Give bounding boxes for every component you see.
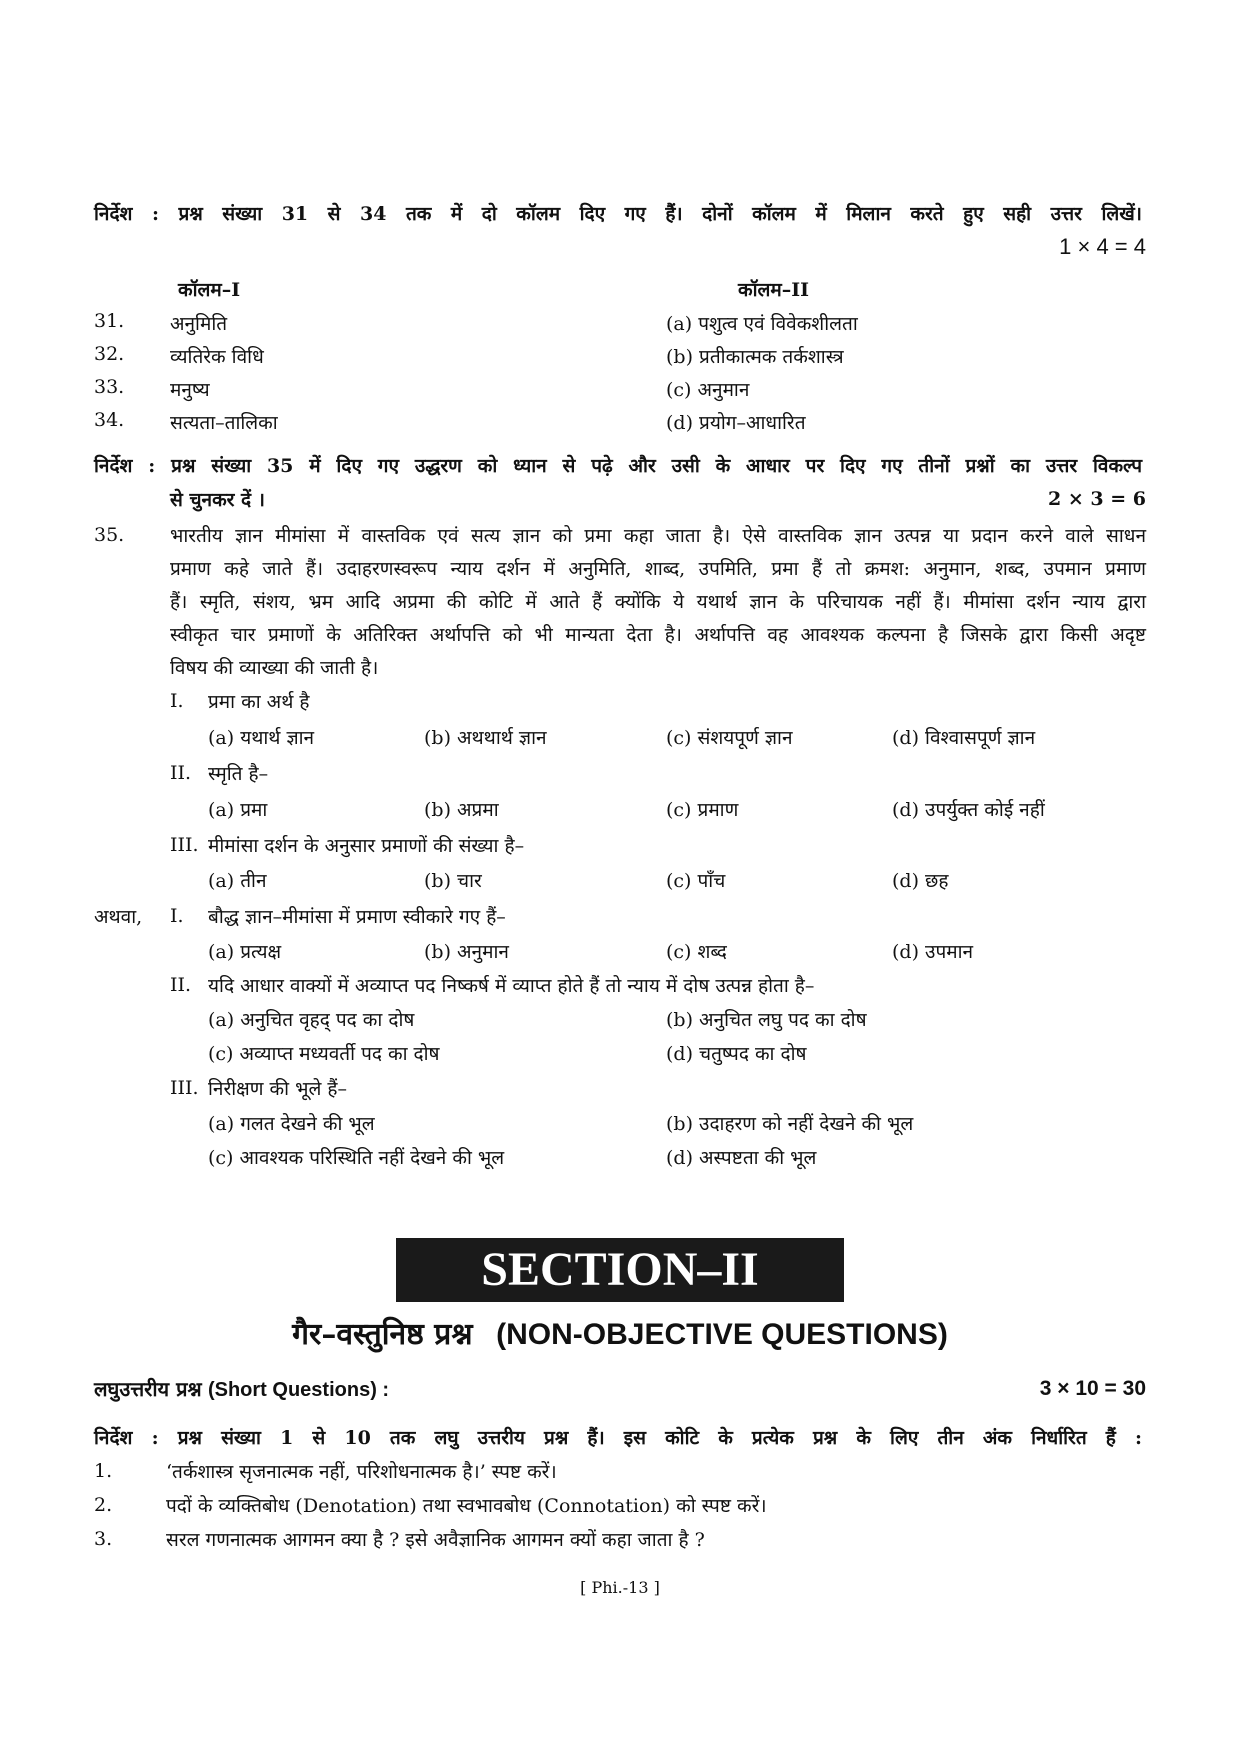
option: (d) विश्वासपूर्ण ज्ञान	[892, 727, 1036, 749]
match-row-right: (c) अनुमान	[666, 379, 750, 401]
column-1-header: कॉलम–I	[178, 279, 241, 301]
passage-instruction: निर्देश : प्रश्न संख्या 35 में दिए गए उद्धरण को ध्यान से पढ़े और उसी के आधार पर दिए गए तीनों प्रश्नों का उत्तर विकल्प	[94, 455, 1142, 477]
option: (d) उपमान	[892, 941, 974, 963]
option: (d) अस्पष्टता की भूल	[666, 1147, 817, 1169]
option: (c) अव्याप्त मध्यवर्ती पद का दोष	[208, 1043, 440, 1065]
short-question-text: पदों के व्यक्तिबोध (Denotation) तथा स्वभावबोध (Connotation) को स्पष्ट करें।	[166, 1495, 767, 1517]
short-question-number: 2.	[94, 1494, 113, 1516]
question-text: मीमांसा दर्शन के अनुसार प्रमाणों की संख्या है–	[208, 835, 525, 857]
question-text: स्मृति है–	[208, 763, 269, 785]
subtitle-hindi: गैर–वस्तुनिष्ठ प्रश्न	[292, 1317, 473, 1352]
option: (c) प्रमाण	[666, 799, 739, 821]
option: (d) छह	[892, 870, 949, 892]
matching-marks: 1 × 4 = 4	[1059, 234, 1146, 259]
question-number: I.	[170, 905, 184, 927]
short-questions-marks: 3 × 10 = 30	[1039, 1377, 1146, 1400]
passage-line: स्वीकृत चार प्रमाणों के अतिरिक्त अर्थापत्ति को भी मान्यता देता है। अर्थापत्ति वह आवश्यक कल्पना है जिसके द्वारा किसी अदृष्ट	[170, 624, 1146, 646]
match-row-num: 31.	[94, 310, 125, 332]
match-row-right: (a) पशुत्व एवं विवेकशीलता	[666, 313, 858, 335]
match-row-left: व्यतिरेक विधि	[170, 346, 264, 368]
option: (c) संशयपूर्ण ज्ञान	[666, 727, 793, 749]
question-number: II.	[170, 762, 192, 784]
option: (c) आवश्यक परिस्थिति नहीं देखने की भूल	[208, 1147, 505, 1169]
short-label-hindi: लघुउत्तरीय प्रश्न	[94, 1377, 202, 1401]
match-row-left: अनुमिति	[170, 313, 228, 335]
option: (a) तीन	[208, 870, 267, 892]
question-text: प्रमा का अर्थ है	[208, 691, 310, 713]
section-subtitle	[0, 1312, 1240, 1353]
short-question-number: 1.	[94, 1460, 113, 1482]
passage-number: 35.	[94, 524, 125, 546]
passage-line: विषय की व्याख्या की जाती है।	[170, 657, 379, 679]
question-text: निरीक्षण की भूले हैं–	[208, 1078, 347, 1100]
match-row-left: सत्यता–तालिका	[170, 412, 278, 434]
passage-instruction-cont: से चुनकर दें ।	[170, 489, 265, 511]
question-text: यदि आधार वाक्यों में अव्याप्त पद निष्कर्ष में व्याप्त होते हैं तो न्याय में दोष उत्पन्न होता है–	[208, 975, 815, 997]
option: (c) शब्द	[666, 941, 727, 963]
short-question-number: 3.	[94, 1528, 113, 1550]
short-question-text: ‘तर्कशास्त्र सृजनात्मक नहीं, परिशोधनात्मक है।’ स्पष्ट करें।	[166, 1461, 557, 1483]
option: (b) अथथार्थ ज्ञान	[424, 727, 547, 749]
section-banner: SECTION–II	[396, 1238, 844, 1302]
short-questions-instruction: निर्देश : प्रश्न संख्या 1 से 10 तक लघु उत्तरीय प्रश्न हैं। इस कोटि के प्रत्येक प्रश्न के लिए तीन अंक निर्धारित हैं :	[94, 1427, 1142, 1449]
question-number: III.	[170, 834, 199, 856]
short-question-text: सरल गणनात्मक आगमन क्या है ? इसे अवैज्ञानिक आगमन क्यों कहा जाता है ?	[166, 1529, 705, 1551]
option: (b) अनुमान	[424, 941, 509, 963]
option: (a) अनुचित वृहद् पद का दोष	[208, 1009, 415, 1031]
passage-line: भारतीय ज्ञान मीमांसा में वास्तविक एवं सत्य ज्ञान को प्रमा कहा जाता है। ऐसे वास्तविक ज्ञान उत्पन्न या प्रदान करने वाले साधन	[170, 525, 1146, 547]
option: (b) उदाहरण को नहीं देखने की भूल	[666, 1113, 914, 1135]
option: (b) चार	[424, 870, 482, 892]
or-label: अथवा,	[94, 906, 143, 928]
passage-marks: 2 × 3 = 6	[1048, 488, 1146, 510]
option: (a) प्रत्यक्ष	[208, 941, 282, 963]
option: (a) यथार्थ ज्ञान	[208, 727, 315, 749]
option: (b) अप्रमा	[424, 799, 499, 821]
match-row-num: 34.	[94, 409, 125, 431]
match-row-num: 32.	[94, 343, 125, 365]
option: (a) प्रमा	[208, 799, 268, 821]
passage-line: हैं। स्मृति, संशय, भ्रम आदि अप्रमा की कोटि में आते हैं क्योंकि ये यथार्थ ज्ञान के परिचायक नहीं हैं। मीमांसा दर्शन न्याय द्वारा	[170, 591, 1146, 613]
question-text: बौद्ध ज्ञान–मीमांसा में प्रमाण स्वीकारे गए हैं–	[208, 906, 506, 928]
question-number: II.	[170, 974, 192, 996]
subtitle-english: (NON-OBJECTIVE QUESTIONS)	[496, 1318, 948, 1351]
page-footer: [ Phi.-13 ]	[580, 1578, 660, 1597]
match-row-left: मनुष्य	[170, 379, 210, 401]
passage-line: प्रमाण कहे जाते हैं। उदाहरणस्वरूप न्याय दर्शन में अनुमिति, शाब्द, उपमिति, प्रमा हैं तो क्रमश: अनुमान, शब्द, उपमान प्रमाण	[170, 558, 1146, 580]
option: (b) अनुचित लघु पद का दोष	[666, 1009, 867, 1031]
option: (d) उपर्युक्त कोई नहीं	[892, 799, 1045, 821]
match-row-right: (d) प्रयोग–आधारित	[666, 412, 806, 434]
short-label-english: (Short Questions) :	[207, 1379, 390, 1401]
match-row-num: 33.	[94, 376, 125, 398]
matching-instruction: निर्देश : प्रश्न संख्या 31 से 34 तक में दो कॉलम दिए गए हैं। दोनों कॉलम में मिलान करते हुए सही उत्तर लिखें।	[94, 203, 1142, 225]
option: (a) गलत देखने की भूल	[208, 1113, 375, 1135]
column-2-header: कॉलम–II	[738, 279, 810, 301]
short-questions-label	[94, 1375, 389, 1402]
question-number: III.	[170, 1077, 199, 1099]
option: (c) पाँच	[666, 870, 726, 892]
match-row-right: (b) प्रतीकात्मक तर्कशास्त्र	[666, 346, 844, 368]
option: (d) चतुष्पद का दोष	[666, 1043, 807, 1065]
question-number: I.	[170, 690, 184, 712]
